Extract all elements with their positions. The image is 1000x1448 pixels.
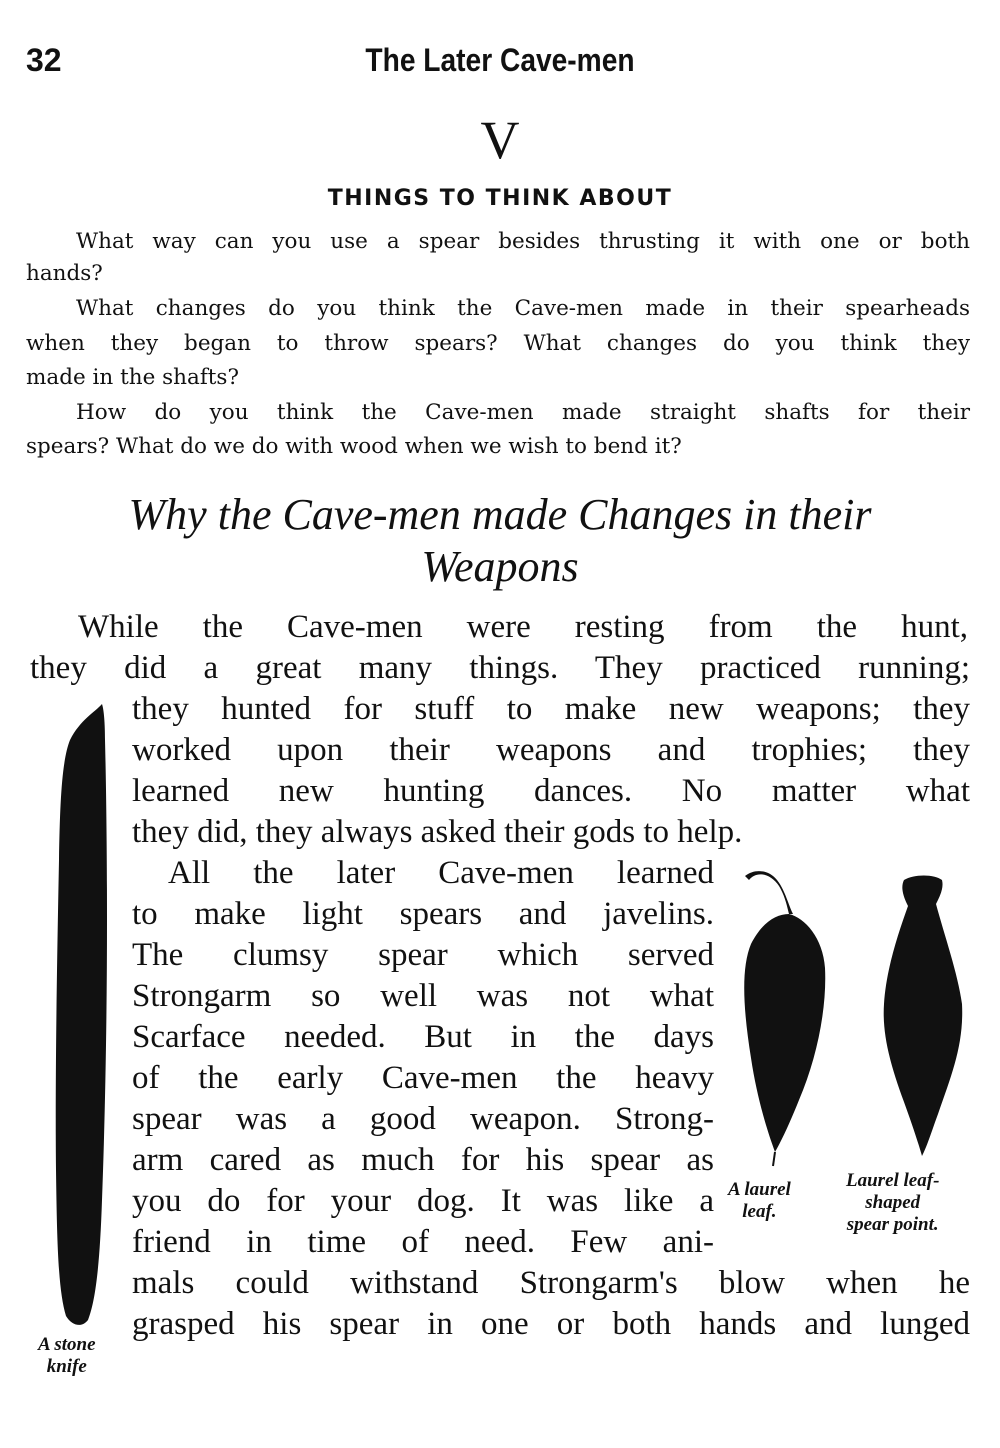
question-line: when they began to throw spears? What changes do you think they xyxy=(26,331,970,356)
question-line: made in the shafts? xyxy=(26,365,239,390)
article-title-line: Why the Cave-men made Changes in their xyxy=(128,490,872,539)
question-line: What way can you use a spear besides thrusting it with one or both xyxy=(76,229,970,254)
body-line: The clumsy spear which served xyxy=(132,937,714,973)
body-line: worked upon their weapons and trophies; they xyxy=(132,732,970,768)
question-line: hands? xyxy=(26,261,103,286)
body-line: mals could withstand Strongarm's blow when he xyxy=(132,1265,970,1301)
body-line: Scarface needed. But in the days xyxy=(132,1019,714,1055)
question-line: spears? What do we do with wood when we wish to bend it? xyxy=(26,434,682,459)
body-line: they did, they always asked their gods to help. xyxy=(132,814,743,850)
spear-point-illustration xyxy=(878,874,968,1164)
body-line: arm cared as much for his spear as xyxy=(132,1142,714,1178)
laurel-leaf-illustration xyxy=(735,868,835,1168)
page-number: 32 xyxy=(26,42,62,78)
caption-spear-point: Laurel leaf- shaped spear point. xyxy=(846,1170,940,1235)
question-line: What changes do you think the Cave-men made in their spearheads xyxy=(76,296,970,321)
body-line: Strongarm so well was not what xyxy=(132,978,714,1014)
body-line: of the early Cave-men the heavy xyxy=(132,1060,714,1096)
caption-laurel-leaf: A laurel leaf. xyxy=(728,1179,791,1222)
body-line: they did a great many things. They practiced running; xyxy=(30,650,970,686)
body-line: spear was a good weapon. Strong- xyxy=(132,1101,714,1137)
question-line: How do you think the Cave-men made straight shafts for their xyxy=(76,400,970,425)
body-line: While the Cave-men were resting from the hunt, xyxy=(78,609,968,645)
body-line: friend in time of need. Few ani- xyxy=(132,1224,714,1260)
stone-knife-illustration xyxy=(50,700,115,1330)
body-line: grasped his spear in one or both hands and lunged xyxy=(132,1306,970,1342)
running-head: The Later Cave-men xyxy=(365,42,635,78)
body-line: All the later Cave-men learned xyxy=(168,855,714,891)
article-title-line: Weapons xyxy=(421,542,579,591)
body-line: to make light spears and javelins. xyxy=(132,896,714,932)
caption-stone-knife: A stone knife xyxy=(38,1334,96,1377)
chapter-number: V xyxy=(480,110,520,170)
body-line: they hunted for stuff to make new weapons; they xyxy=(132,691,970,727)
section-heading: THINGS TO THINK ABOUT xyxy=(327,186,673,211)
body-line: you do for your dog. It was like a xyxy=(132,1183,714,1219)
body-line: learned new hunting dances. No matter what xyxy=(132,773,970,809)
